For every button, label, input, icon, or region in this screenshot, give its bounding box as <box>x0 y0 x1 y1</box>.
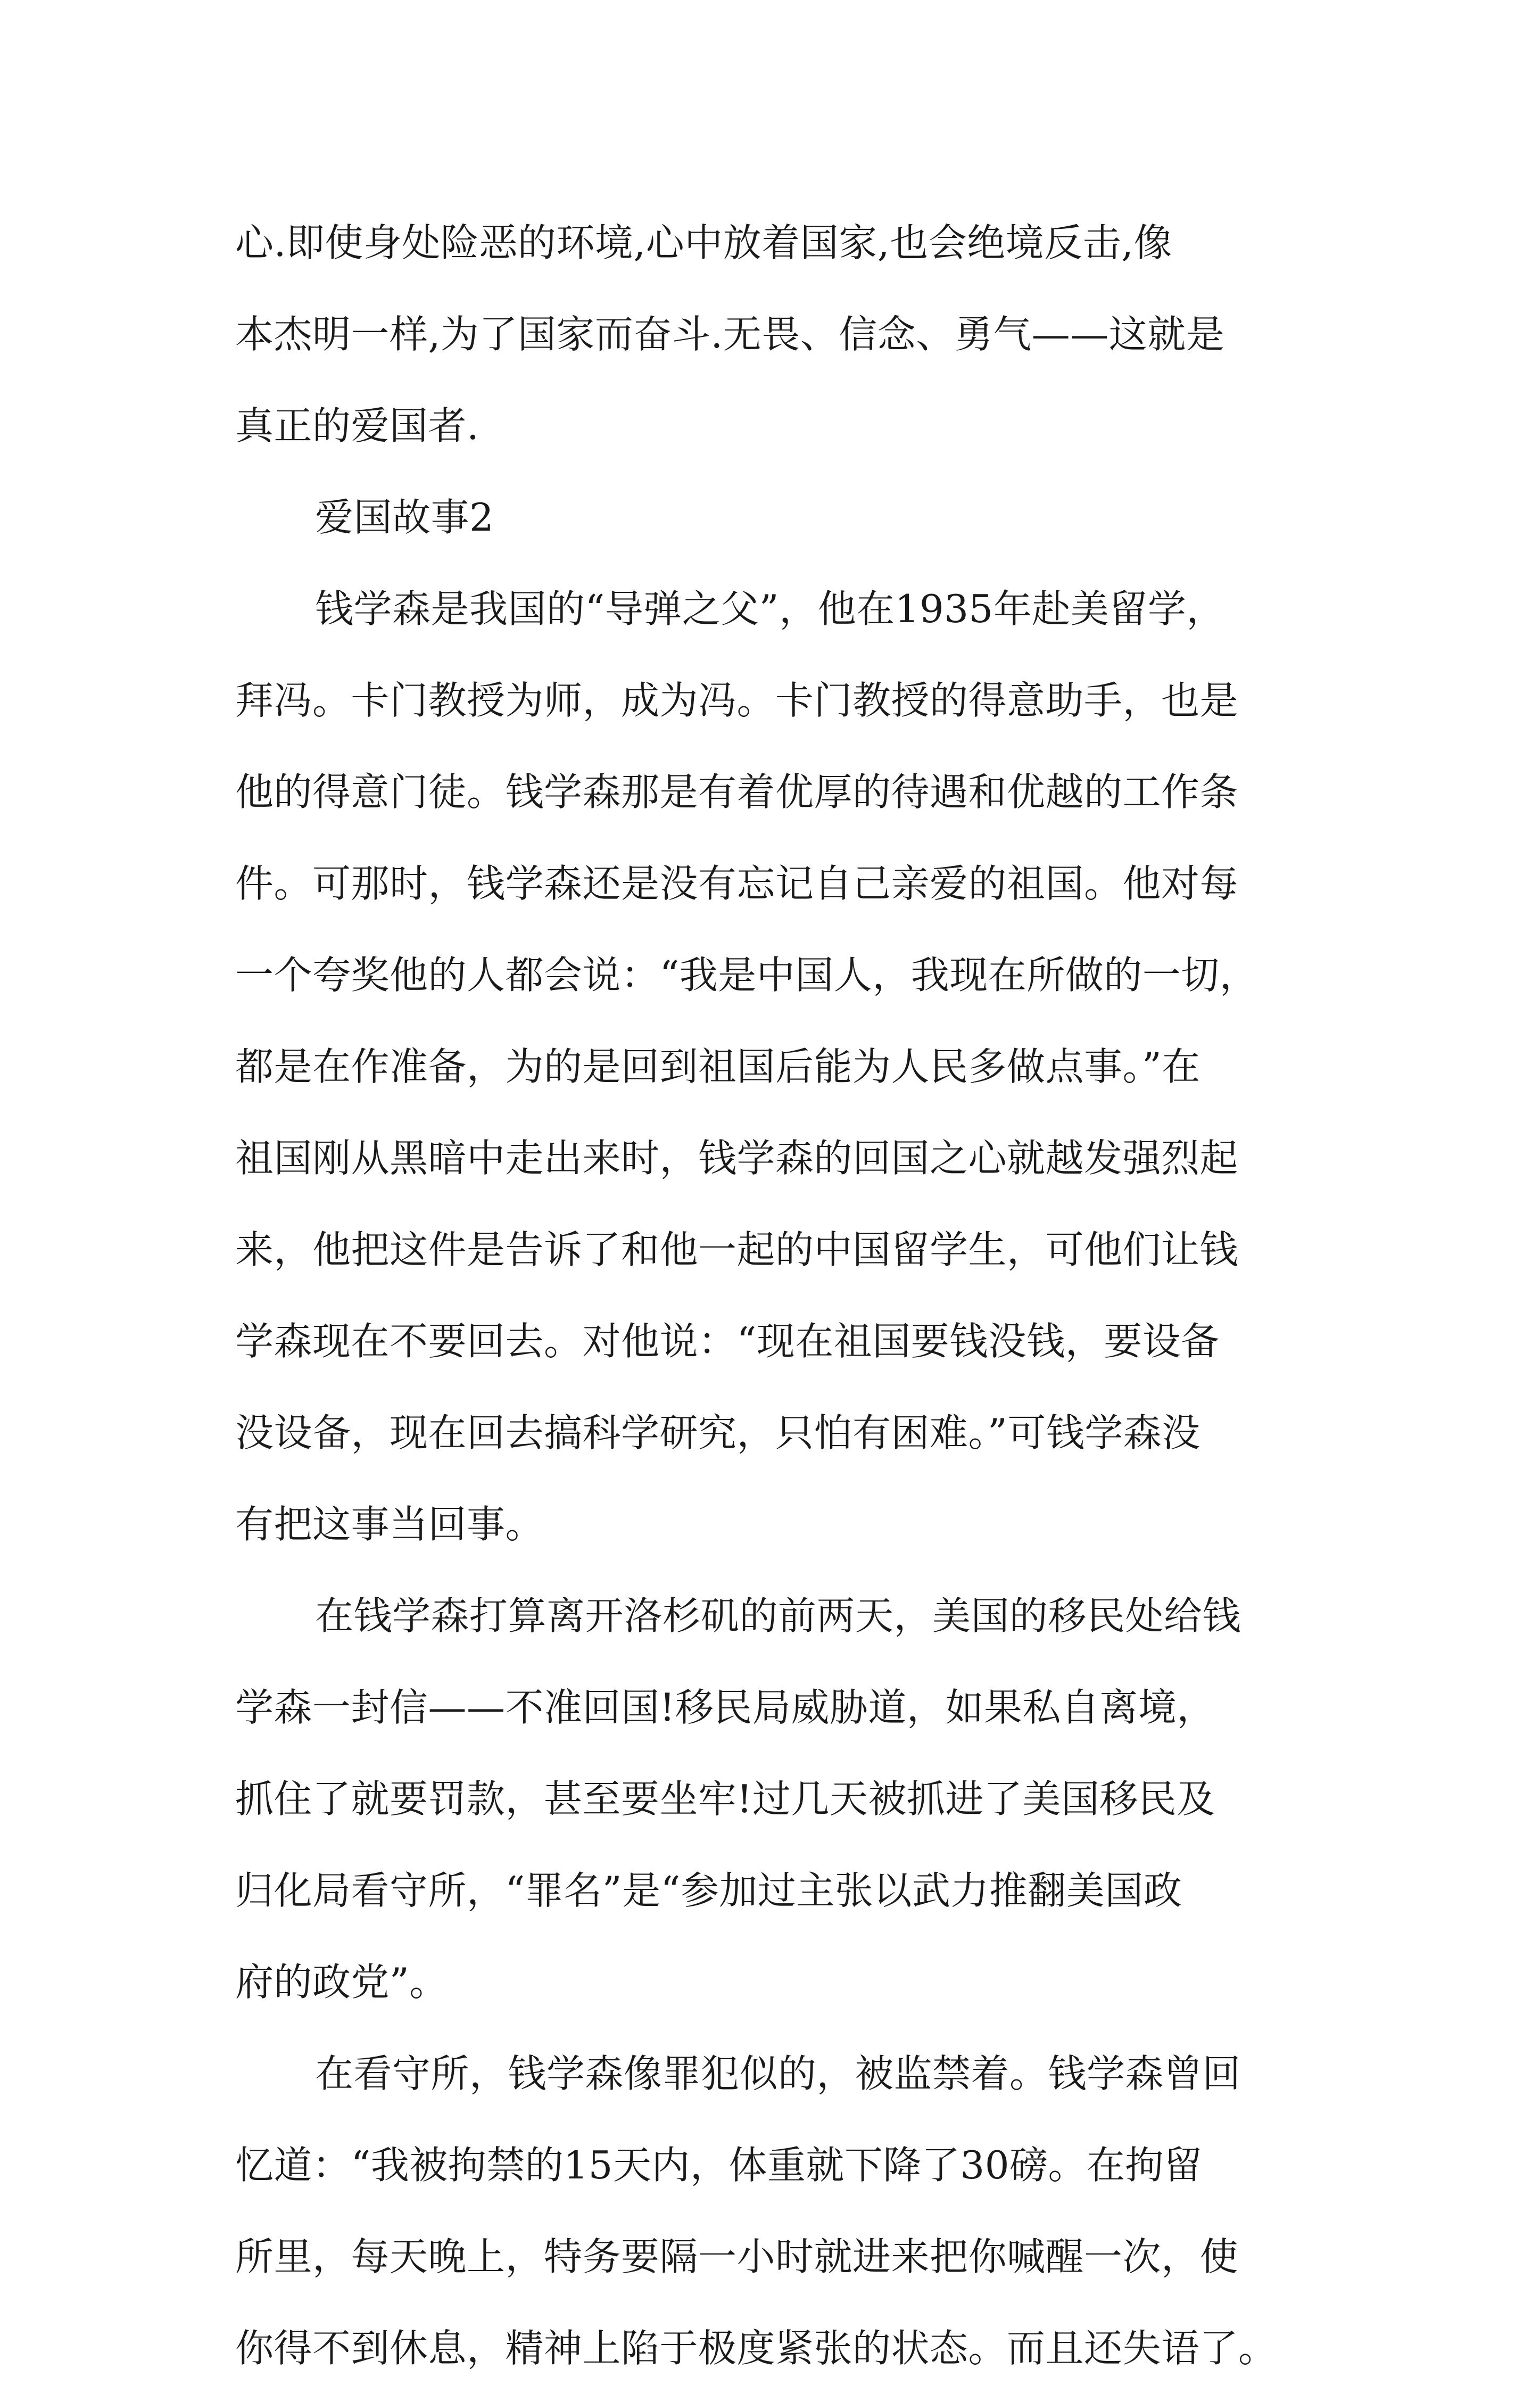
text-line: 件。可那时，钱学森还是没有忘记自己亲爱的祖国。他对每 <box>235 861 1239 906</box>
text-line: 钱学森是我国的“导弹之父”，他在1935年赴美留学， <box>315 587 1225 631</box>
text-line: 你得不到休息，精神上陷于极度紧张的状态。而且还失语了。 <box>235 2326 1277 2371</box>
section-heading: 爱国故事2 <box>315 495 494 540</box>
text-line: 有把这事当回事。 <box>235 1502 544 1547</box>
text-line: 归化局看守所，“罪名”是“参加过主张以武力推翻美国政 <box>235 1868 1182 1913</box>
text-line: 府的政党”。 <box>235 1960 448 2004</box>
text-line: 都是在作准备，为的是回到祖国后能为人民多做点事。”在 <box>235 1044 1200 1089</box>
text-line: 真正的爱国者. <box>235 403 479 448</box>
text-line: 忆道：“我被拘禁的15天内，体重就下降了30磅。在拘留 <box>235 2143 1203 2187</box>
text-line: 学森一封信——不准回国!移民局威胁道，如果私自离境， <box>235 1685 1215 1730</box>
text-line: 本杰明一样,为了国家而奋斗.无畏、信念、勇气——这就是 <box>235 312 1225 357</box>
text-line: 一个夸奖他的人都会说：“我是中国人，我现在所做的一切， <box>235 953 1259 997</box>
text-line: 学森现在不要回去。对他说：“现在祖国要钱没钱，要设备 <box>235 1319 1220 1364</box>
document-body <box>235 197 1315 2394</box>
text-line: 祖国刚从黑暗中走出来时，钱学森的回国之心就越发强烈起 <box>235 1136 1239 1181</box>
text-line: 拜冯。卡门教授为师，成为冯。卡门教授的得意助手，也是 <box>235 678 1239 723</box>
text-line: 来，他把这件是告诉了和他一起的中国留学生，可他们让钱 <box>235 1227 1239 1272</box>
text-line: 在看守所，钱学森像罪犯似的，被监禁着。钱学森曾回 <box>315 2051 1241 2096</box>
text-line: 抓住了就要罚款，甚至要坐牢!过几天被抓进了美国移民及 <box>235 1777 1215 1821</box>
text-line: 他的得意门徒。钱学森那是有着优厚的待遇和优越的工作条 <box>235 770 1239 814</box>
text-line: 心.即使身处险恶的环境,心中放着国家,也会绝境反击,像 <box>235 220 1173 265</box>
text-line: 所里，每天晚上，特务要隔一小时就进来把你喊醒一次，使 <box>235 2234 1239 2279</box>
text-line: 在钱学森打算离开洛杉矶的前两天，美国的移民处给钱 <box>315 1594 1241 1638</box>
text-line: 没设备，现在回去搞科学研究，只怕有困难。”可钱学森没 <box>235 1410 1200 1455</box>
